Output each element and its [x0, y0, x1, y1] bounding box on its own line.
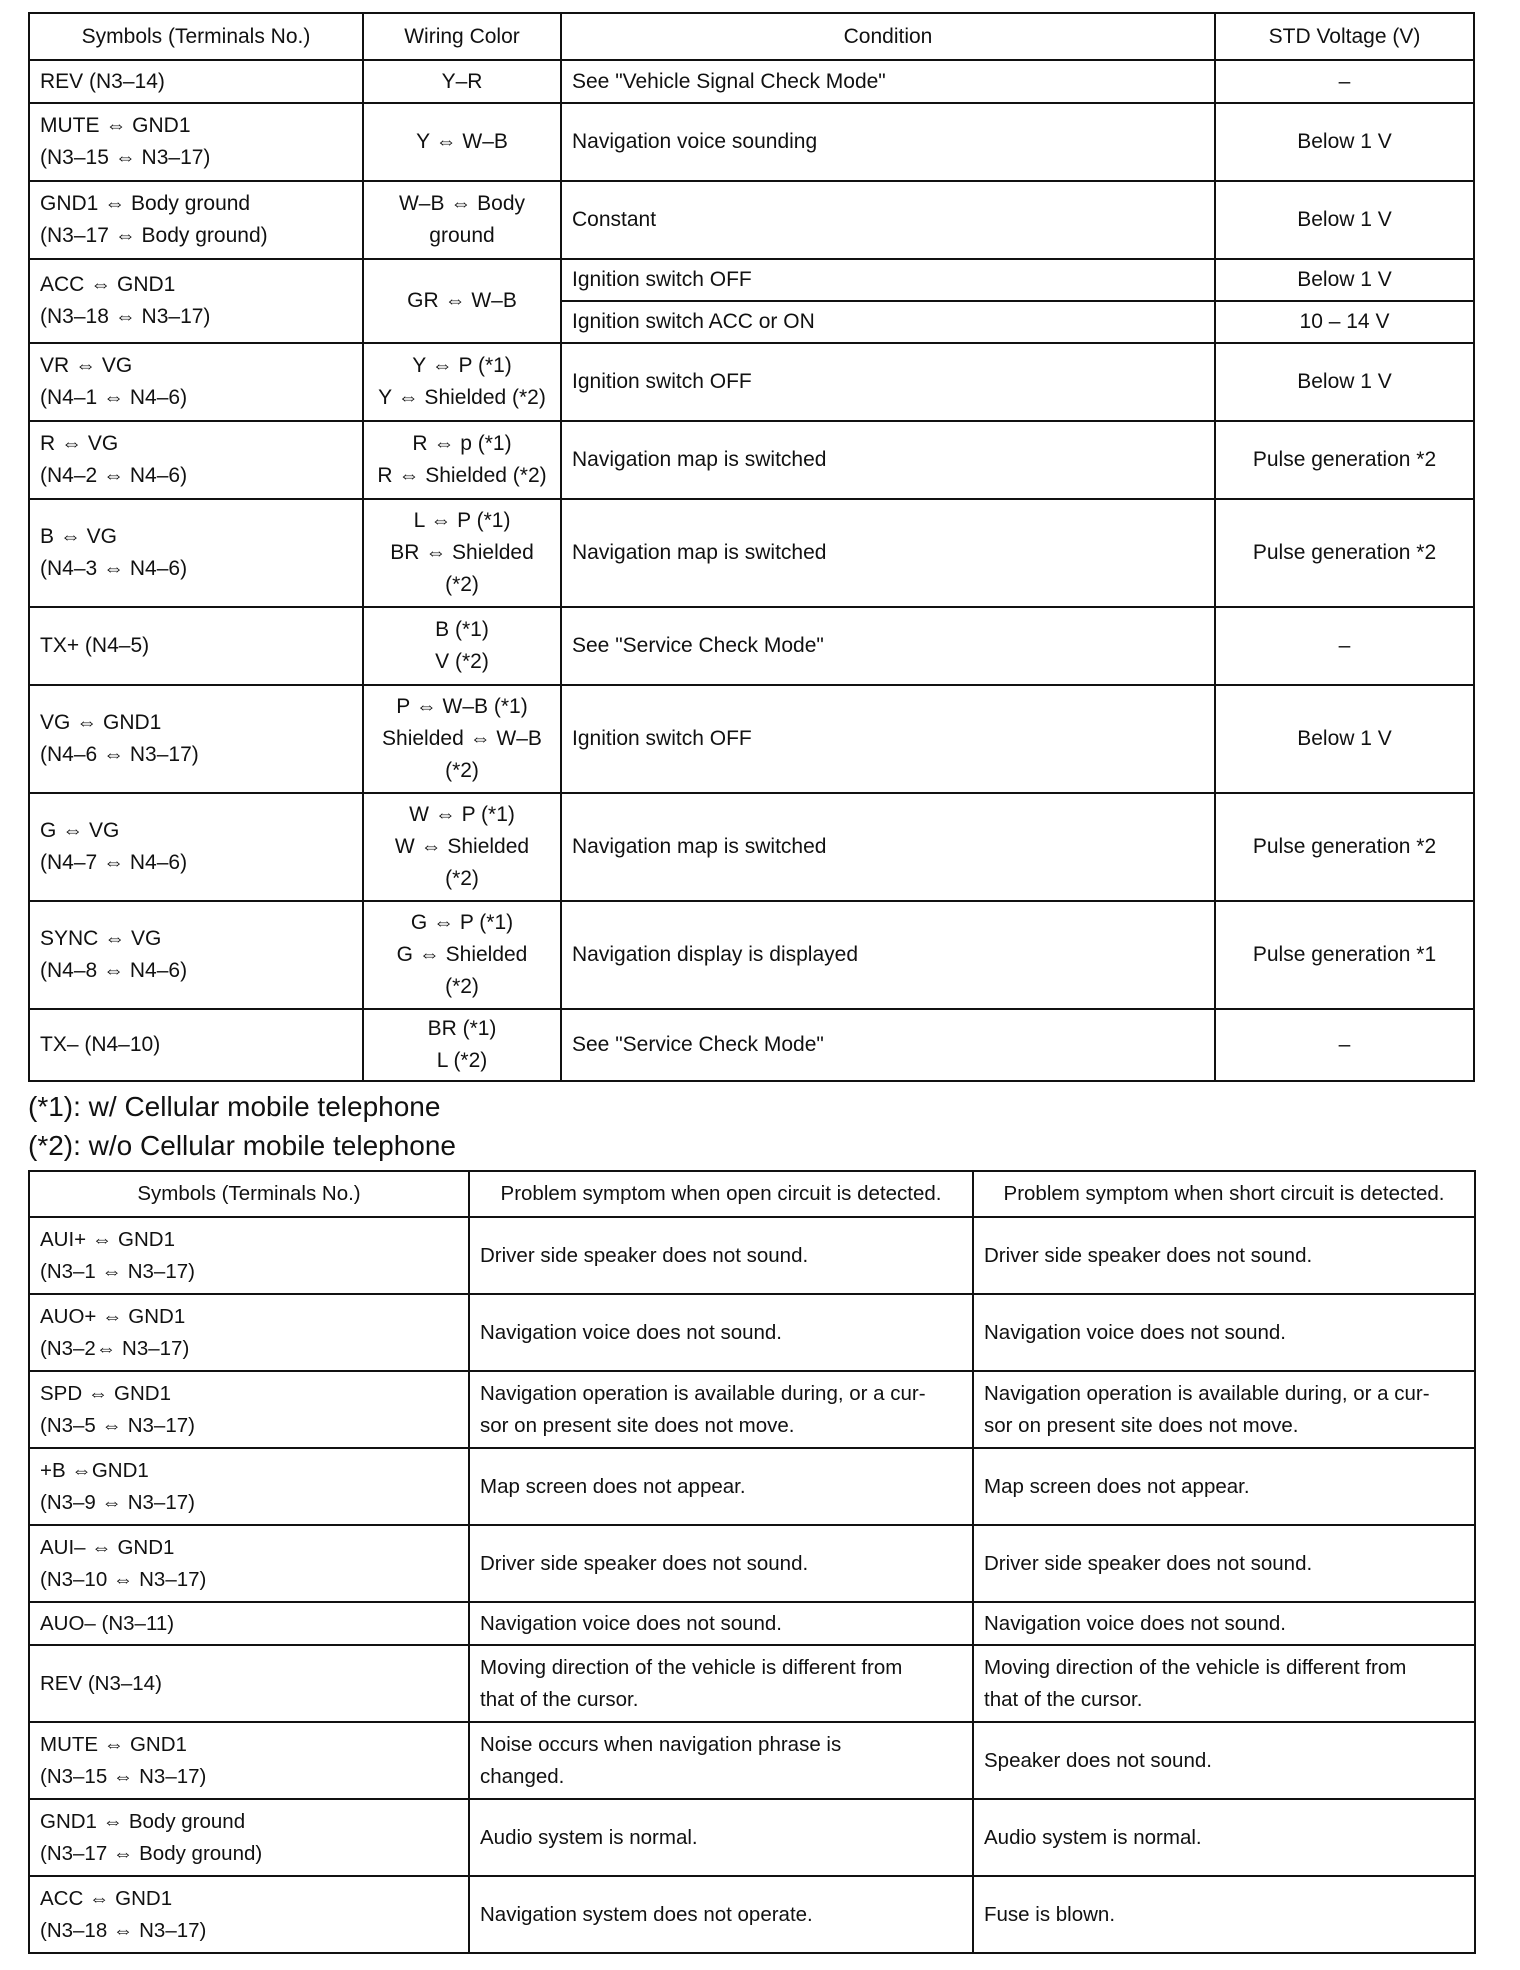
table-row [29, 1602, 1475, 1645]
wiring-cell: GR ⇔ W–B [363, 259, 561, 343]
voltage-cell: Below 1 V [1215, 685, 1474, 793]
open-symptom-cell: Navigation system does not operate. [469, 1876, 973, 1953]
symbol-cell: AUO– (N3–11) [29, 1602, 469, 1645]
voltage-cell: – [1215, 607, 1474, 685]
condition-cell: See "Service Check Mode" [561, 1009, 1215, 1081]
symbol-cell: TX+ (N4–5) [29, 607, 363, 685]
wiring-cell: BR (*1) L (*2) [363, 1009, 561, 1081]
voltage-cell: Pulse generation *2 [1215, 421, 1474, 499]
table-row [29, 1876, 1475, 1953]
open-symptom-cell: Driver side speaker does not sound. [469, 1217, 973, 1294]
condition-cell: Navigation display is displayed [561, 901, 1215, 1009]
short-symptom-cell: Fuse is blown. [973, 1876, 1475, 1953]
col-condition: Condition [561, 13, 1215, 60]
symbol-cell: AUI– ⇔ GND1 (N3–10 ⇔ N3–17) [29, 1525, 469, 1602]
condition-cell: Constant [561, 181, 1215, 259]
table-row [29, 1645, 1475, 1722]
wiring-cell: Y ⇔ W–B [363, 103, 561, 181]
table-row [29, 343, 1474, 421]
table-row [29, 1217, 1475, 1294]
voltage-cell: Below 1 V [1215, 259, 1474, 301]
col-short-circuit: Problem symptom when short circuit is detected. [973, 1171, 1475, 1217]
table-row [29, 793, 1474, 901]
col-std-voltage: STD Voltage (V) [1215, 13, 1474, 60]
open-symptom-cell: Navigation voice does not sound. [469, 1294, 973, 1371]
symbol-cell: B ⇔ VG (N4–3 ⇔ N4–6) [29, 499, 363, 607]
wiring-cell: R ⇔ p (*1) R ⇔ Shielded (*2) [363, 421, 561, 499]
short-symptom-cell: Map screen does not appear. [973, 1448, 1475, 1525]
voltage-table-header [29, 13, 1474, 60]
table-row [29, 60, 1474, 103]
table-row [29, 1294, 1475, 1371]
table-row [29, 103, 1474, 181]
voltage-cell: Below 1 V [1215, 181, 1474, 259]
open-symptom-cell: Audio system is normal. [469, 1799, 973, 1876]
table-row [29, 1525, 1475, 1602]
voltage-cell: – [1215, 1009, 1474, 1081]
symbol-cell: REV (N3–14) [29, 1645, 469, 1722]
open-symptom-cell: Navigation operation is available during, or a cur- sor on present site does not move. [469, 1371, 973, 1448]
condition-cell: Navigation map is switched [561, 499, 1215, 607]
short-symptom-cell: Speaker does not sound. [973, 1722, 1475, 1799]
symptom-table-header [29, 1171, 1475, 1217]
table-row [29, 421, 1474, 499]
symbol-cell: GND1 ⇔ Body ground (N3–17 ⇔ Body ground) [29, 181, 363, 259]
open-symptom-cell: Noise occurs when navigation phrase is changed. [469, 1722, 973, 1799]
voltage-cell: Pulse generation *2 [1215, 499, 1474, 607]
table-row [29, 685, 1474, 793]
table-row [29, 901, 1474, 1009]
symbol-cell: MUTE ⇔ GND1 (N3–15 ⇔ N3–17) [29, 103, 363, 181]
voltage-cell: Pulse generation *2 [1215, 793, 1474, 901]
condition-cell: Ignition switch ACC or ON [561, 301, 1215, 343]
table-row [29, 1722, 1475, 1799]
symbol-cell: SPD ⇔ GND1 (N3–5 ⇔ N3–17) [29, 1371, 469, 1448]
table-row [29, 499, 1474, 607]
col-wiring-color: Wiring Color [363, 13, 561, 60]
condition-cell: Navigation map is switched [561, 421, 1215, 499]
voltage-table [28, 12, 1475, 1082]
col-symbols: Symbols (Terminals No.) [29, 13, 363, 60]
symbol-cell: SYNC ⇔ VG (N4–8 ⇔ N4–6) [29, 901, 363, 1009]
open-symptom-cell: Map screen does not appear. [469, 1448, 973, 1525]
symbol-cell: MUTE ⇔ GND1 (N3–15 ⇔ N3–17) [29, 1722, 469, 1799]
short-symptom-cell: Navigation voice does not sound. [973, 1294, 1475, 1371]
symbol-cell: ACC ⇔ GND1 (N3–18 ⇔ N3–17) [29, 1876, 469, 1953]
wiring-cell: W ⇔ P (*1) W ⇔ Shielded (*2) [363, 793, 561, 901]
wiring-cell: B (*1) V (*2) [363, 607, 561, 685]
short-symptom-cell: Navigation voice does not sound. [973, 1602, 1475, 1645]
symbol-cell: AUI+ ⇔ GND1 (N3–1 ⇔ N3–17) [29, 1217, 469, 1294]
condition-cell: Navigation map is switched [561, 793, 1215, 901]
col-symbols: Symbols (Terminals No.) [29, 1171, 469, 1217]
open-symptom-cell: Moving direction of the vehicle is different from that of the cursor. [469, 1645, 973, 1722]
symbol-cell: VG ⇔ GND1 (N4–6 ⇔ N3–17) [29, 685, 363, 793]
condition-cell: Ignition switch OFF [561, 685, 1215, 793]
condition-cell: Ignition switch OFF [561, 343, 1215, 421]
table-row [29, 1448, 1475, 1525]
voltage-cell: – [1215, 60, 1474, 103]
symbol-cell: +B ⇔GND1 (N3–9 ⇔ N3–17) [29, 1448, 469, 1525]
short-symptom-cell: Driver side speaker does not sound. [973, 1525, 1475, 1602]
symbol-cell: GND1 ⇔ Body ground (N3–17 ⇔ Body ground) [29, 1799, 469, 1876]
footnote-2: (*2): w/o Cellular mobile telephone [28, 1130, 456, 1161]
symbol-cell: G ⇔ VG (N4–7 ⇔ N4–6) [29, 793, 363, 901]
wiring-cell: G ⇔ P (*1) G ⇔ Shielded (*2) [363, 901, 561, 1009]
wiring-cell: W–B ⇔ Body ground [363, 181, 561, 259]
symbol-cell: R ⇔ VG (N4–2 ⇔ N4–6) [29, 421, 363, 499]
table-row [29, 607, 1474, 685]
short-symptom-cell: Navigation operation is available during, or a cur- sor on present site does not move. [973, 1371, 1475, 1448]
voltage-cell: Below 1 V [1215, 103, 1474, 181]
table-row [29, 259, 1474, 301]
symbol-cell: TX– (N4–10) [29, 1009, 363, 1081]
voltage-cell: Pulse generation *1 [1215, 901, 1474, 1009]
symbol-cell: ACC ⇔ GND1 (N3–18 ⇔ N3–17) [29, 259, 363, 343]
col-open-circuit: Problem symptom when open circuit is detected. [469, 1171, 973, 1217]
short-symptom-cell: Driver side speaker does not sound. [973, 1217, 1475, 1294]
footnote-1: (*1): w/ Cellular mobile telephone [28, 1091, 441, 1122]
short-symptom-cell: Audio system is normal. [973, 1799, 1475, 1876]
voltage-cell: Below 1 V [1215, 343, 1474, 421]
wiring-cell: P ⇔ W–B (*1) Shielded ⇔ W–B (*2) [363, 685, 561, 793]
wiring-cell: Y–R [363, 60, 561, 103]
condition-cell: See "Service Check Mode" [561, 607, 1215, 685]
table-row [29, 1371, 1475, 1448]
symbol-cell: AUO+ ⇔ GND1 (N3–2⇔ N3–17) [29, 1294, 469, 1371]
wiring-cell: Y ⇔ P (*1) Y ⇔ Shielded (*2) [363, 343, 561, 421]
table-row [29, 1009, 1474, 1081]
table-row [29, 1799, 1475, 1876]
condition-cell: See "Vehicle Signal Check Mode" [561, 60, 1215, 103]
footnotes [28, 1087, 456, 1165]
wiring-cell: L ⇔ P (*1) BR ⇔ Shielded (*2) [363, 499, 561, 607]
open-symptom-cell: Navigation voice does not sound. [469, 1602, 973, 1645]
open-symptom-cell: Driver side speaker does not sound. [469, 1525, 973, 1602]
condition-cell: Navigation voice sounding [561, 103, 1215, 181]
short-symptom-cell: Moving direction of the vehicle is different from that of the cursor. [973, 1645, 1475, 1722]
voltage-cell: 10 – 14 V [1215, 301, 1474, 343]
condition-cell: Ignition switch OFF [561, 259, 1215, 301]
symbol-cell: REV (N3–14) [29, 60, 363, 103]
symbol-cell: VR ⇔ VG (N4–1 ⇔ N4–6) [29, 343, 363, 421]
symptom-table [28, 1170, 1476, 1954]
table-row [29, 181, 1474, 259]
